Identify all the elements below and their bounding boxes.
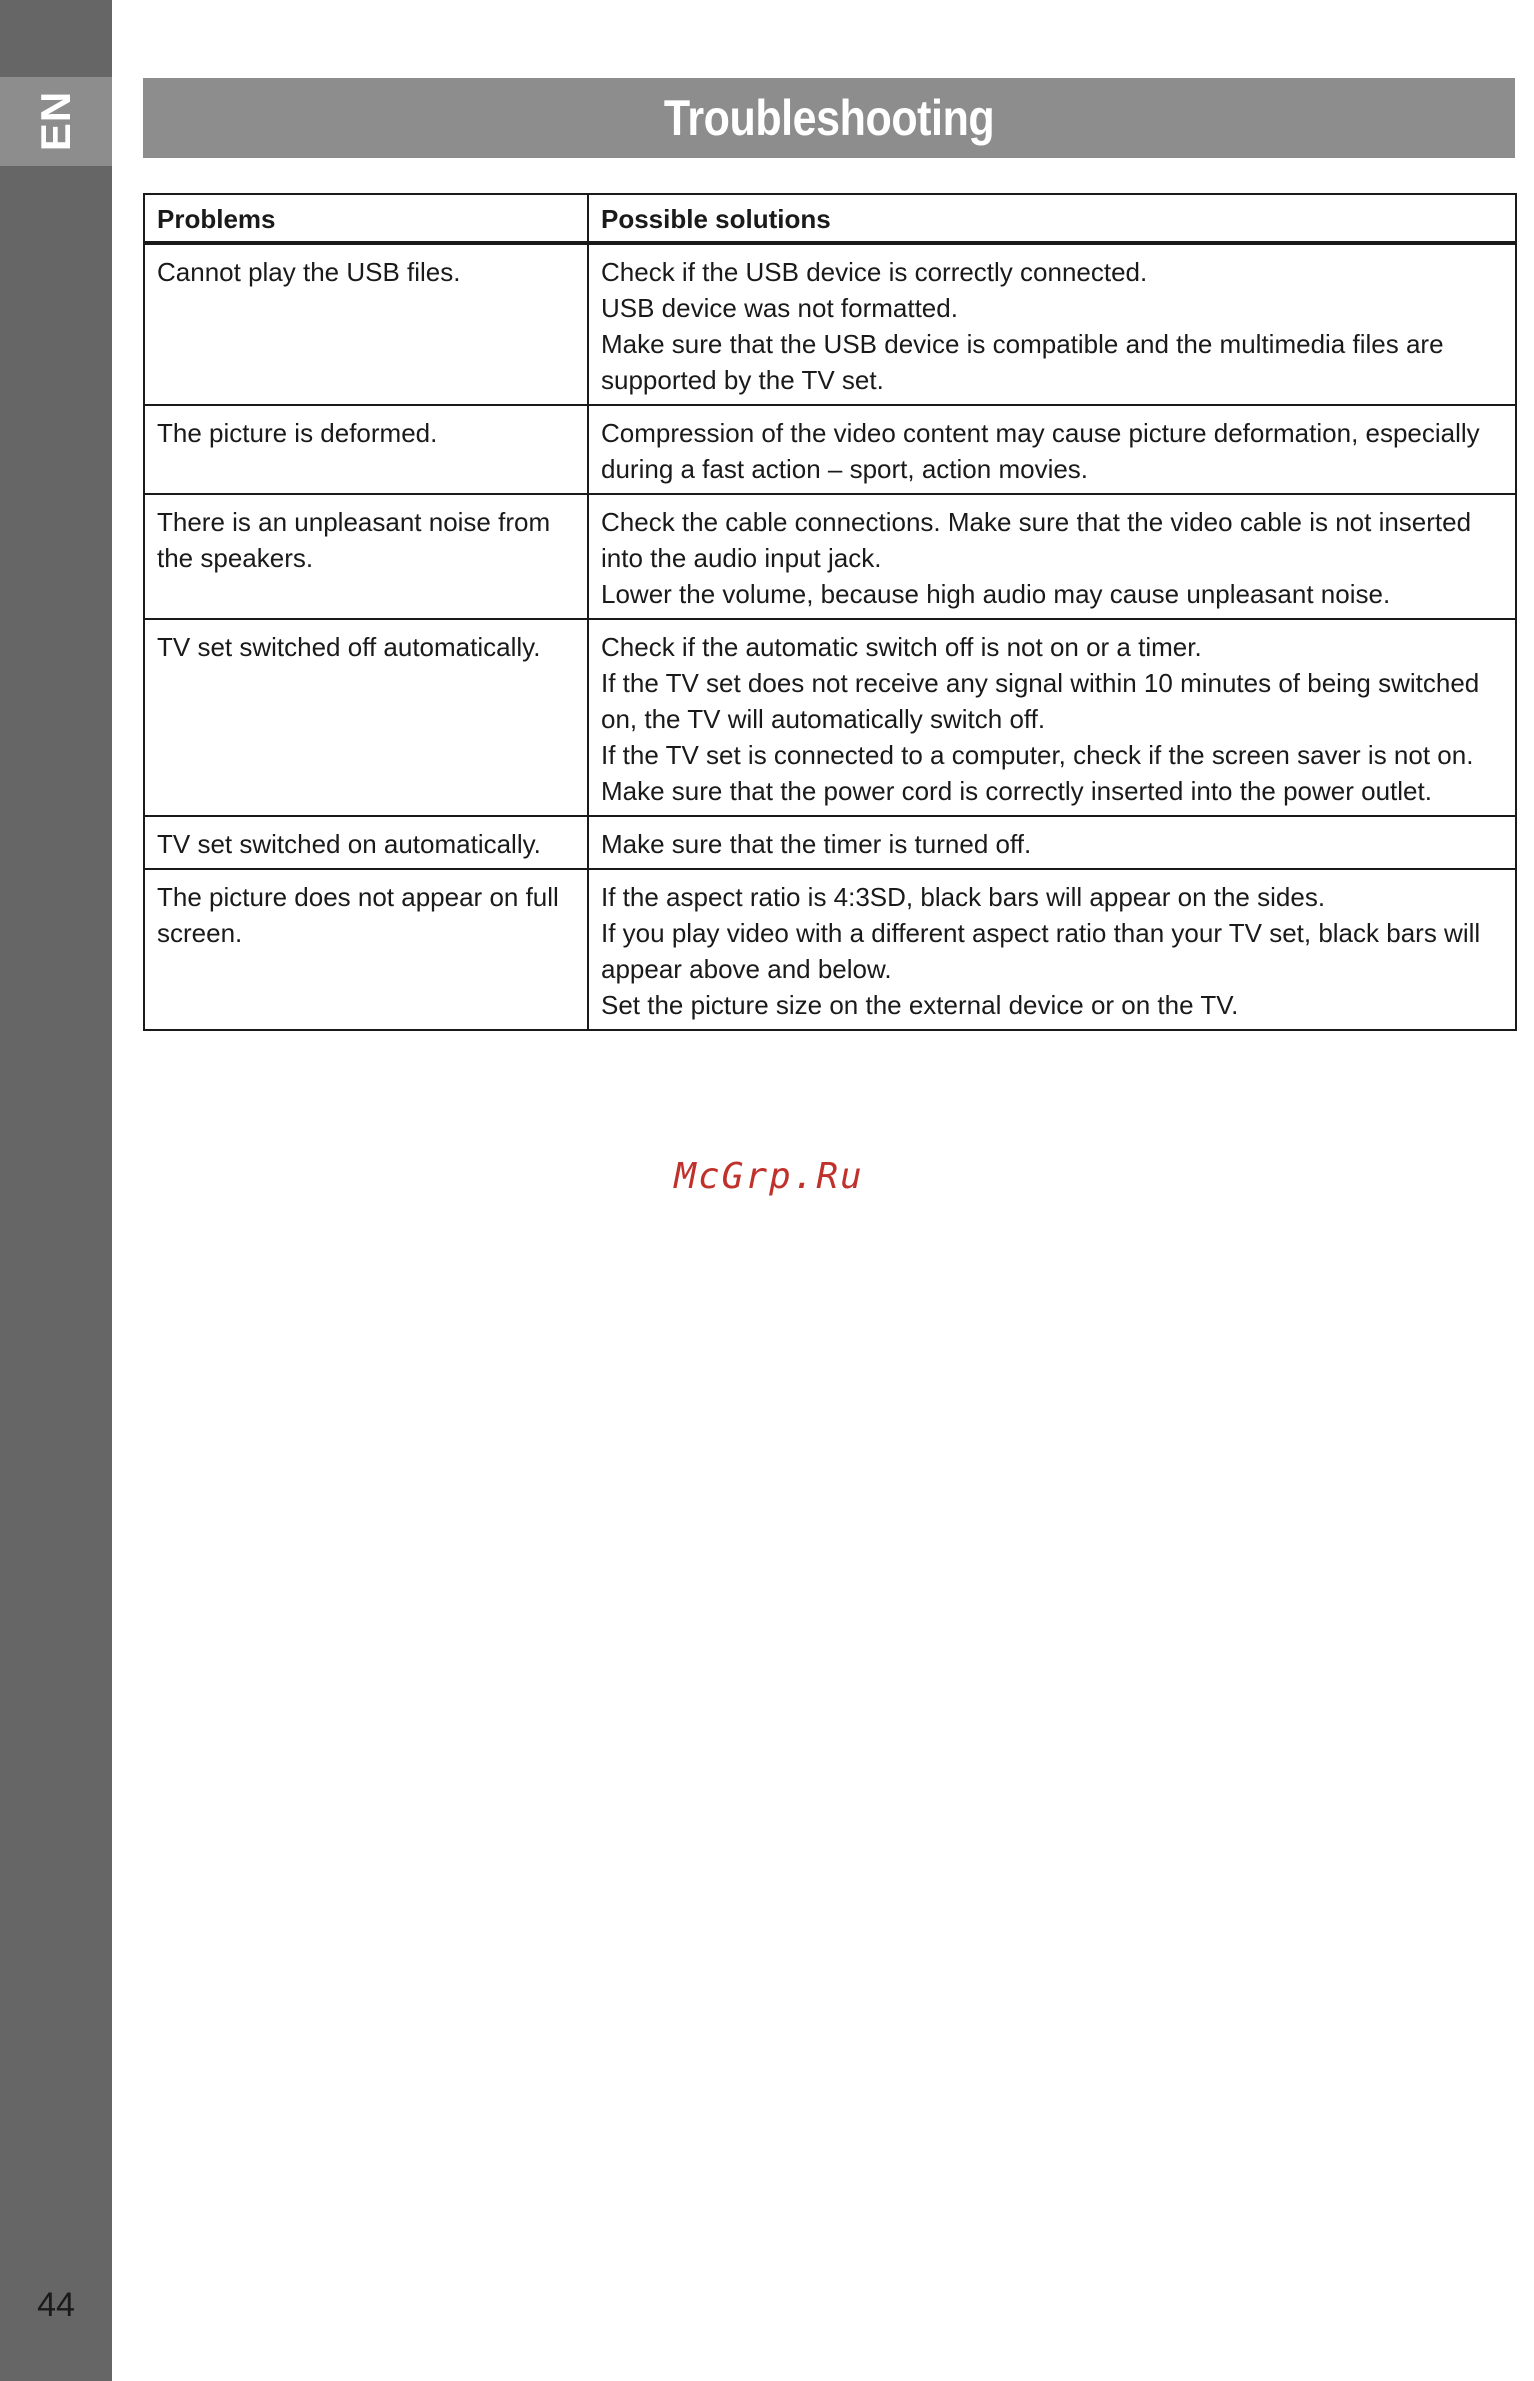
troubleshooting-table: [143, 193, 1517, 1031]
table-row: [144, 816, 1516, 869]
header-problems: Problems: [144, 194, 588, 243]
problem-cell: There is an unpleasant noise from the speakers.: [144, 494, 588, 619]
problem-cell: TV set switched off automatically.: [144, 619, 588, 816]
solution-line: If you play video with a different aspect ratio than your TV set, black bars will appear above and below.: [601, 918, 1481, 984]
table-header-row: [144, 194, 1516, 243]
table-row: [144, 494, 1516, 619]
watermark-text: McGrp.Ru: [674, 1156, 864, 1197]
language-label: EN: [32, 90, 79, 152]
table-row: [144, 243, 1516, 405]
solution-line: USB device was not formatted.: [601, 293, 958, 323]
solution-line: If the TV set is connected to a computer, check if the screen saver is not on.: [601, 740, 1474, 770]
solution-line: Make sure that the timer is turned off.: [601, 829, 1032, 859]
solution-cell: [588, 243, 1516, 405]
header-solutions: Possible solutions: [588, 194, 1516, 243]
table-row: [144, 869, 1516, 1030]
solution-line: Set the picture size on the external device or on the TV.: [601, 990, 1239, 1020]
solution-line: If the aspect ratio is 4:3SD, black bars will appear on the sides.: [601, 882, 1326, 912]
solution-line: Make sure that the power cord is correctly inserted into the power outlet.: [601, 776, 1432, 806]
solution-line: Check if the USB device is correctly connected.: [601, 257, 1148, 287]
solution-cell: [588, 619, 1516, 816]
solution-line: Lower the volume, because high audio may cause unpleasant noise.: [601, 579, 1391, 609]
table-row: [144, 405, 1516, 494]
page-number: 44: [37, 2286, 75, 2324]
watermark: [0, 1156, 1534, 1197]
page-title: Troubleshooting: [663, 90, 995, 146]
solution-line: If the TV set does not receive any signal within 10 minutes of being switched on, the TV will automatically switch off.: [601, 668, 1480, 734]
problem-cell: The picture is deformed.: [144, 405, 588, 494]
solution-cell: [588, 869, 1516, 1030]
solution-line: Compression of the video content may cause picture deformation, especially during a fast action – sport, action movies.: [601, 418, 1480, 484]
problem-cell: The picture does not appear on full screen.: [144, 869, 588, 1030]
problem-cell: TV set switched on automatically.: [144, 816, 588, 869]
problem-cell: Cannot play the USB files.: [144, 243, 588, 405]
solution-line: Check the cable connections. Make sure that the video cable is not inserted into the audio input jack.: [601, 507, 1472, 573]
solution-cell: [588, 494, 1516, 619]
solution-cell: [588, 816, 1516, 869]
solution-cell: [588, 405, 1516, 494]
solution-line: Make sure that the USB device is compatible and the multimedia files are supported by the TV set.: [601, 329, 1444, 395]
title-bar: [143, 78, 1515, 158]
solution-line: Check if the automatic switch off is not on or a timer.: [601, 632, 1202, 662]
table-row: [144, 619, 1516, 816]
